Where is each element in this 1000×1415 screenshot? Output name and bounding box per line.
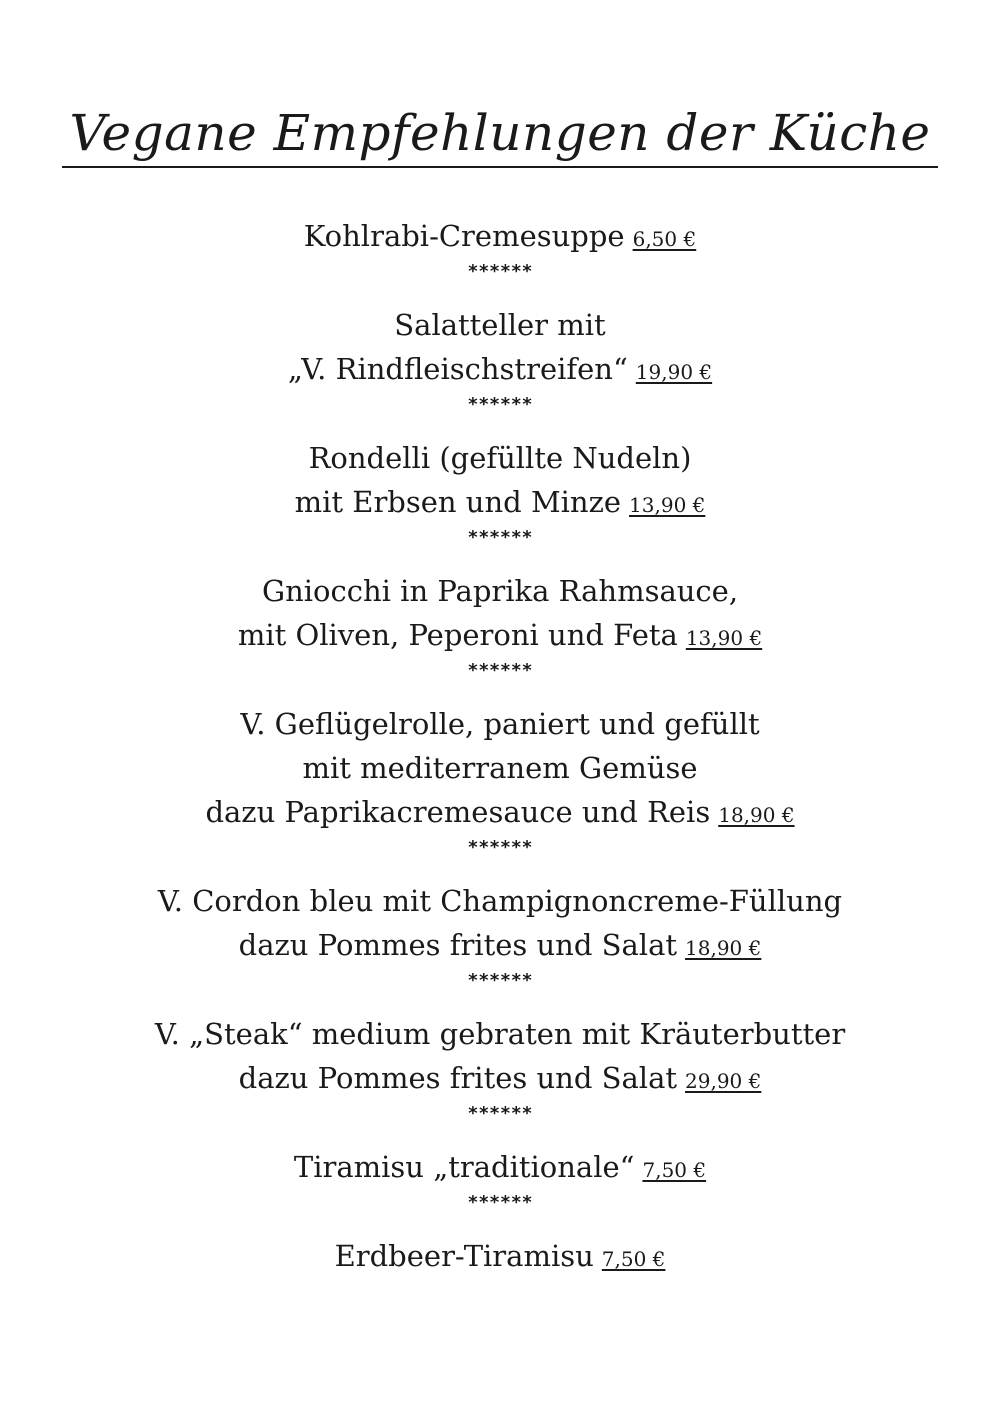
dish-line [0,790,1000,837]
dish-line [0,436,1000,480]
dish-text: V. „Steak“ medium gebraten mit Kräuterbutter [154,1017,846,1051]
dish-price: 19,90 € [635,360,713,384]
dish-line [0,879,1000,923]
separator: ****** [467,1192,533,1213]
separator: ****** [467,837,533,858]
separator: ****** [467,1103,533,1124]
dish-price: 29,90 € [685,1069,762,1093]
menu-item-strawberry-tiramisu [0,1234,1000,1281]
dish-price: 7,50 € [601,1247,666,1271]
dish-text: „V. Rindfleischstreifen“ [287,352,628,386]
dish-text: Rondelli (gefüllte Nudeln) [308,441,692,475]
dish-price: 18,90 € [718,803,795,827]
dish-text: Erdbeer-Tiramisu [334,1239,594,1273]
dish-text: V. Geflügelrolle, paniert und gefüllt [240,707,760,741]
dish-price: 7,50 € [642,1158,707,1182]
menu-item-kohlrabi-soup [0,214,1000,283]
dish-line [0,1234,1000,1281]
menu-item-tiramisu [0,1145,1000,1214]
menu-item-salad-plate [0,303,1000,416]
menu-item-cordon-bleu [0,879,1000,992]
dish-line [0,347,1000,394]
dish-text: mit Erbsen und Minze [294,485,622,519]
dish-text: dazu Pommes frites und Salat [238,1061,678,1095]
dish-text: Gniocchi in Paprika Rahmsauce, [261,574,739,608]
dish-price: 18,90 € [685,936,762,960]
dish-line [0,1056,1000,1103]
dish-text: V. Cordon bleu mit Champignoncreme-Füllung [157,884,843,918]
dish-price: 13,90 € [629,493,706,517]
dish-line [0,613,1000,660]
separator: ****** [467,660,533,681]
menu-item-rondelli [0,436,1000,549]
menu-title: Vegane Empfehlungen der Küche [62,100,938,168]
dish-text: mit mediterranem Gemüse [302,751,698,785]
dish-line [0,569,1000,613]
dish-line [0,214,1000,261]
dish-line [0,746,1000,790]
menu-item-steak [0,1012,1000,1125]
separator: ****** [467,261,533,282]
dish-text: dazu Pommes frites und Salat [238,928,678,962]
dish-text: mit Oliven, Peperoni und Feta [237,618,678,652]
separator: ****** [467,527,533,548]
dish-text: Kohlrabi-Cremesuppe [303,219,625,253]
dish-line [0,1145,1000,1192]
separator: ****** [467,394,533,415]
dish-text: Tiramisu „traditionale“ [293,1150,635,1184]
menu-item-poultry-roll [0,702,1000,859]
menu-item-gniocchi [0,569,1000,682]
menu-list [0,214,1000,1281]
dish-line [0,702,1000,746]
dish-text: dazu Paprikacremesauce und Reis [205,795,711,829]
dish-price: 6,50 € [632,227,697,251]
dish-text: Salatteller mit [394,308,606,342]
dish-price: 13,90 € [685,626,763,650]
dish-line [0,923,1000,970]
dish-line [0,303,1000,347]
dish-line [0,1012,1000,1056]
separator: ****** [467,970,533,991]
dish-line [0,480,1000,527]
